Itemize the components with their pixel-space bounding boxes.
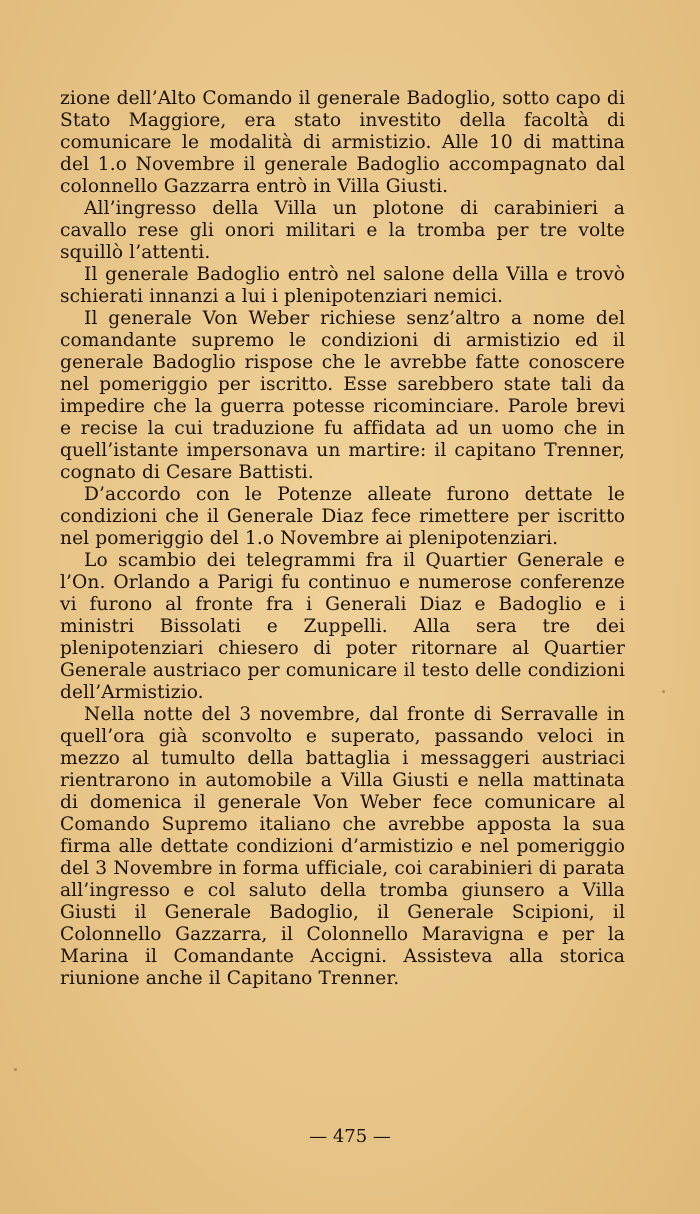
paragraph: Lo scambio dei telegrammi fra il Quartier Generale e l’On. Orlando a Parigi fu continuo e numerose conferenze vi furono al fronte fra i Generali Diaz e Badoglio e i ministri Bissolati e Zuppelli. Alla sera tre dei plenipotenziari chiesero di poter ritornare al Quartier Generale austriaco per comunicare il testo delle condizioni dell’Armistizio. — [60, 550, 625, 703]
paragraph: D’accordo con le Potenze alleate furono dettate le condizioni che il Generale Diaz fece rimettere per iscritto nel pomeriggio del 1.o Novembre ai plenipotenziari. — [60, 484, 625, 549]
body-text — [60, 88, 625, 990]
page-number: — 475 — — [309, 1126, 391, 1147]
paragraph-continuation: zione dell’Alto Comando il generale Badoglio, sotto capo di Stato Maggiore, era stato investito della facoltà di comunicare le modalità di armistizio. Alle 10 di mattina del 1.o Novembre il generale Badoglio accompagnato dal colonnello Gazzarra entrò in Villa Giusti. — [60, 88, 625, 197]
paragraph: Il generale Badoglio entrò nel salone della Villa e trovò schierati innanzi a lui i plenipotenziari nemici. — [60, 264, 625, 307]
paragraph: Il generale Von Weber richiese senz’altro a nome del comandante supremo le condizioni di armistizio ed il generale Badoglio rispose che le avrebbe fatte conoscere nel pomeriggio per iscritto. Esse sarebbero state tali da impedire che la guerra potesse ricominciare. Parole brevi e recise la cui traduzione fu affidata ad un uomo che in quell’istante impersonava un martire: il capitano Trenner, cognato di Cesare Battisti. — [60, 308, 625, 483]
paragraph: Nella notte del 3 novembre, dal fronte di Serravalle in quell’ora già sconvolto e superato, passando veloci in mezzo al tumulto della battaglia i messaggeri austriaci rientrarono in automobile a Villa Giusti e nella mattinata di domenica il generale Von Weber fece comunicare al Comando Supremo italiano che avrebbe apposta la sua firma alle dettate condizioni d’armistizio e nel pomeriggio del 3 Novembre in forma ufficiale, coi carabinieri di parata all’ingresso e col saluto della tromba giunsero a Villa Giusti il Generale Badoglio, il Generale Scipioni, il Colonnello Gazzarra, il Colonnello Maravigna e per la Marina il Comandante Accigni. Assisteva alla storica riunione anche il Capitano Trenner. — [60, 704, 625, 989]
paper-speck — [14, 1068, 17, 1071]
paragraph: All’ingresso della Villa un plotone di carabinieri a cavallo rese gli onori militari e la tromba per tre volte squillò l’attenti. — [60, 198, 625, 263]
paper-speck — [662, 690, 665, 693]
